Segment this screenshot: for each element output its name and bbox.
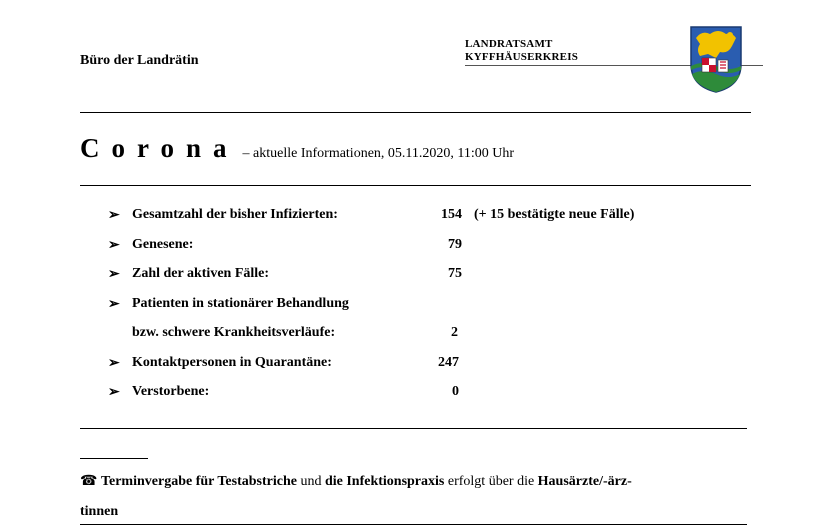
stat-label: Genesene: [132, 237, 194, 252]
coat-of-arms-icon [688, 24, 744, 94]
title-rule [80, 185, 751, 186]
list-rule [80, 428, 747, 429]
office-name: Büro der Landrätin [80, 53, 199, 68]
bullet-arrow-icon: ➢ [108, 267, 120, 282]
authority-line-2: KYFFHÄUSERKREIS [465, 51, 579, 63]
stat-note: (+ 15 bestätigte neue Fälle) [474, 207, 635, 222]
stat-label: Zahl der aktiven Fälle: [132, 266, 270, 281]
stat-value: 2 [451, 325, 458, 340]
bottom-rule [80, 524, 747, 525]
stat-label: Gesamtzahl der bisher Infizierten: [132, 207, 338, 222]
stat-value: 0 [452, 384, 459, 399]
footnote-rule [80, 458, 148, 459]
bullet-arrow-icon: ➢ [108, 297, 120, 312]
title-subtitle: – aktuelle Informationen, 05.11.2020, 11:00 Uhr [242, 146, 515, 161]
bullet-arrow-icon: ➢ [108, 356, 120, 371]
stat-value: 247 [438, 355, 459, 370]
note-part-3: die Infektionspraxis [324, 474, 445, 489]
bullet-arrow-icon: ➢ [108, 208, 120, 223]
bullet-arrow-icon: ➢ [108, 238, 120, 253]
bullet-arrow-icon: ➢ [108, 385, 120, 400]
page-title [80, 133, 514, 164]
note-part-5: Hausärzte/-ärz- [537, 474, 632, 489]
phone-icon: ☎ [80, 474, 98, 489]
authority-name [465, 38, 578, 64]
stat-value: 154 [441, 207, 462, 222]
authority-line-1: LANDRATSAMT [465, 38, 553, 50]
note-continuation: tinnen [80, 504, 119, 519]
stat-label: Kontaktpersonen in Quarantäne: [132, 355, 332, 370]
note-part-2: und [296, 474, 325, 489]
top-rule [80, 112, 751, 113]
appointment-note [80, 473, 632, 490]
note-part-1: Terminvergabe für Testabstriche [100, 474, 297, 489]
stat-value: 75 [448, 266, 462, 281]
note-part-4: erfolgt über die [444, 474, 538, 489]
stat-label: Patienten in stationärer Behandlung [132, 296, 349, 311]
title-word: Corona [80, 133, 239, 163]
stat-label-continued: bzw. schwere Krankheitsverläufe: [132, 325, 336, 340]
stat-label: Verstorbene: [132, 384, 210, 399]
stat-value: 79 [448, 237, 462, 252]
